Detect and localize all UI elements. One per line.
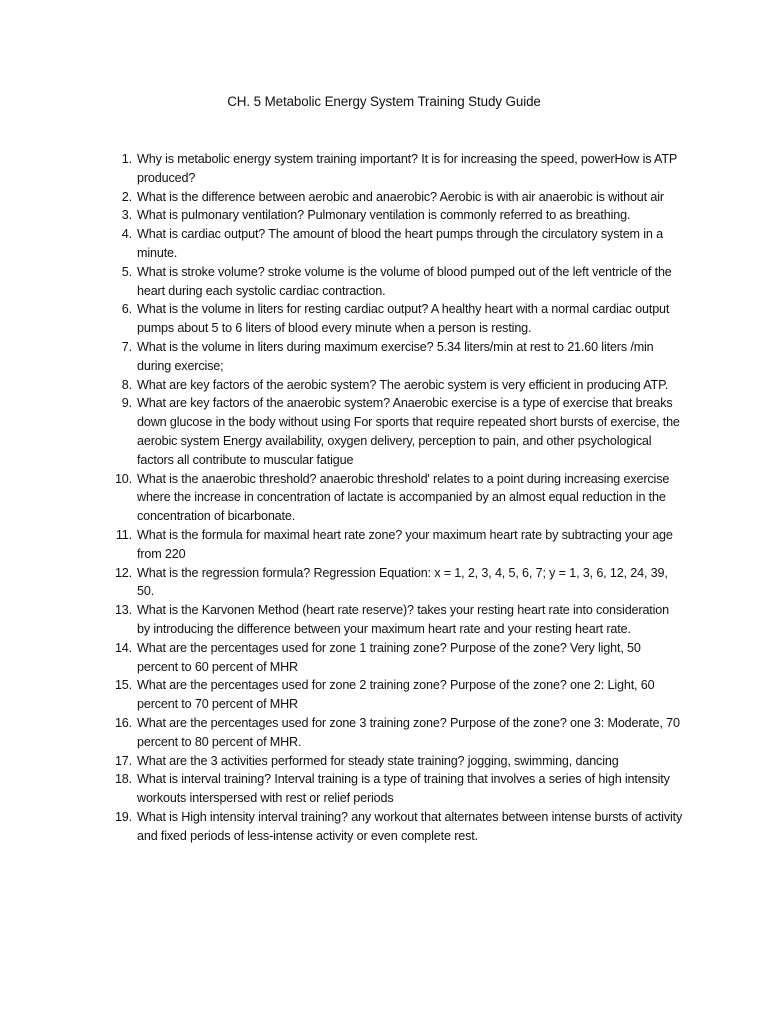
- list-item: [108, 394, 684, 469]
- item-number: 13.: [114, 603, 132, 618]
- item-number: 14.: [114, 640, 132, 655]
- item-text: What is the Karvonen Method (heart rate reserve)? takes your resting heart rate into consideration by introducing the difference between your maximum heart rate and your resting heart rate.: [137, 603, 670, 636]
- item-number: 1.: [121, 152, 132, 166]
- item-text: What is the formula for maximal heart rate zone? your maximum heart rate by subtracting your age from 220: [137, 527, 673, 561]
- item-text: What is High intensity interval training? any workout that alternates between intense bursts of activity and fixed periods of less-intense activity or even complete rest.: [137, 809, 683, 843]
- item-number: 10.: [114, 471, 132, 486]
- item-number: 4.: [121, 227, 132, 242]
- item-number: 16.: [114, 715, 132, 730]
- item-text: Why is metabolic energy system training important? It is for increasing the speed, powerHow is ATP produced?: [137, 152, 677, 185]
- item-number: 8.: [121, 377, 132, 392]
- item-text: What is the regression formula? Regression Equation: x = 1, 2, 3, 4, 5, 6, 7; y = 1, 3, 6, 12, 24, 39, 50.: [137, 565, 668, 599]
- item-number: 2.: [121, 189, 132, 204]
- list-item: [108, 338, 684, 376]
- page-title: CH. 5 Metabolic Energy System Training Study Guide: [227, 94, 541, 109]
- item-text: What are key factors of the anaerobic system? Anaerobic exercise is a type of exercise that breaks down glucose in the body without using For sports that require repeated short bursts of exercise, the aerobic system Energy availability, oxygen delivery, perception to pain, and other psychological factors all contribute to muscular fatigue: [137, 396, 680, 467]
- list-item: [108, 564, 684, 602]
- item-number: 15.: [114, 678, 132, 693]
- item-number: 17.: [114, 753, 132, 768]
- list-item: [108, 470, 684, 526]
- item-text: What are the 3 activities performed for steady state training? jogging, swimming, dancing: [137, 753, 619, 768]
- item-text: What is the difference between aerobic and anaerobic? Aerobic is with air anaerobic is without air: [137, 189, 664, 204]
- item-number: 11.: [115, 527, 132, 542]
- item-text: What is cardiac output? The amount of blood the heart pumps through the circulatory system in a minute.: [137, 227, 663, 260]
- list-item: [108, 188, 684, 207]
- item-text: What is the anaerobic threshold? anaerobic threshold' relates to a point during increasing exercise where the increase in concentration of lactate is accompanied by an almost equal reduction in the concentration of bicarbonate.: [137, 471, 670, 524]
- list-item: [108, 206, 684, 225]
- question-list: [108, 150, 684, 845]
- item-text: What is interval training? Interval training is a type of training that involves a series of high intensity workouts interspersed with rest or relief periods: [137, 772, 670, 806]
- item-number: 19.: [114, 809, 132, 824]
- list-item: [108, 150, 684, 188]
- item-text: What is stroke volume? stroke volume is the volume of blood pumped out of the left ventricle of the heart during each systolic cardiac contraction.: [137, 264, 672, 298]
- list-item: [108, 263, 684, 301]
- item-number: 9.: [121, 396, 132, 411]
- item-number: 12.: [114, 565, 132, 580]
- list-item: [108, 714, 684, 752]
- item-number: 3.: [121, 208, 132, 223]
- item-text: What are the percentages used for zone 1 training zone? Purpose of the zone? Very light, 50 percent to 60 percent of MHR: [137, 640, 641, 674]
- list-item: [108, 676, 684, 714]
- list-item: [108, 225, 684, 263]
- item-text: What is the volume in liters for resting cardiac output? A healthy heart with a normal cardiac output pumps about 5 to 6 liters of blood every minute when a person is resting.: [137, 302, 670, 336]
- item-number: 5.: [121, 264, 132, 279]
- item-text: What are key factors of the aerobic system? The aerobic system is very efficient in producing ATP.: [137, 377, 669, 392]
- list-item: [108, 601, 684, 639]
- item-text: What are the percentages used for zone 2 training zone? Purpose of the zone? one 2: Light, 60 percent to 70 percent of MHR: [137, 678, 655, 712]
- item-number: 6.: [121, 302, 132, 317]
- list-item: [108, 300, 684, 338]
- item-text: What is pulmonary ventilation? Pulmonary ventilation is commonly referred to as breathing.: [137, 208, 631, 223]
- list-item: [108, 526, 684, 564]
- item-text: What are the percentages used for zone 3 training zone? Purpose of the zone? one 3: Moderate, 70 percent to 80 percent of MHR.: [137, 715, 680, 749]
- list-item: [108, 808, 684, 846]
- item-text: What is the volume in liters during maximum exercise? 5.34 liters/min at rest to 21.60 liters /min during exercise;: [137, 339, 654, 373]
- list-item: [108, 770, 684, 808]
- list-item: [108, 376, 684, 395]
- item-number: 7.: [121, 339, 132, 354]
- item-number: 18.: [114, 772, 132, 787]
- list-item: [108, 752, 684, 771]
- list-item: [108, 639, 684, 677]
